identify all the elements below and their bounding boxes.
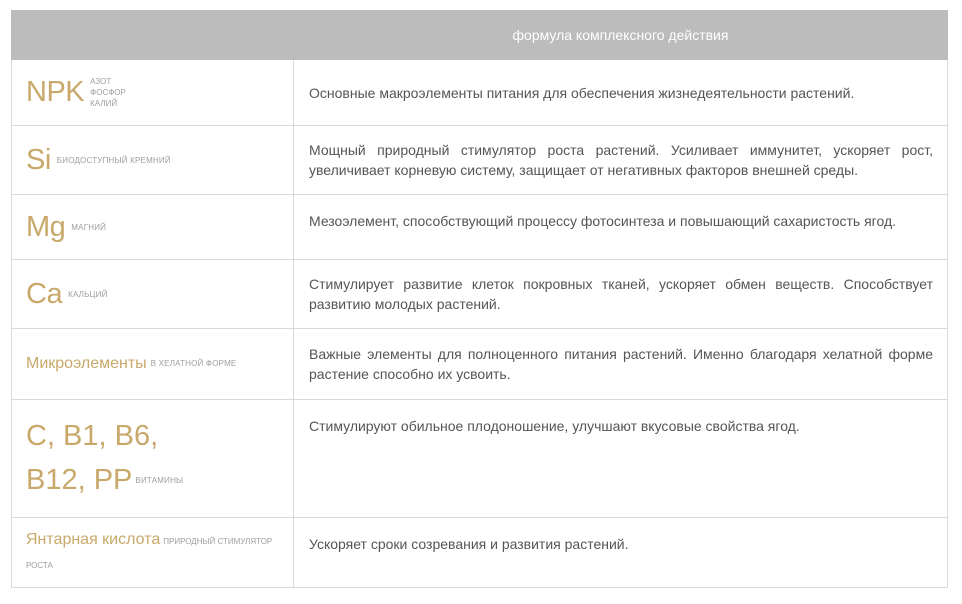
- element-description: Основные макроэлементы питания для обеспечения жизнедеятельности растений.: [294, 60, 948, 126]
- element-subtitle: ПРИРОДНЫЙ СТИМУЛЯТОР РОСТА: [26, 536, 273, 570]
- formula-table-wrapper: [11, 10, 948, 588]
- element-subtitle: АЗОТ: [90, 77, 112, 86]
- element-subtitle: БИОДОСТУПНЫЙ КРЕМНИЙ: [56, 155, 171, 165]
- element-symbol: NPK: [26, 76, 85, 108]
- element-name-wrap: [26, 529, 273, 577]
- element-symbol: B12, PP: [26, 463, 133, 496]
- header-empty-cell: [12, 11, 294, 60]
- element-description: Стимулируют обильное плодоношение, улучшают вкусовые свойства ягод.: [294, 400, 948, 518]
- element-name-cell: [12, 518, 294, 588]
- table-row-si: [12, 126, 948, 195]
- element-name-cell: [12, 126, 294, 195]
- element-description: Мезоэлемент, способствующий процессу фотосинтеза и повышающий сахаристость ягод.: [294, 195, 948, 260]
- table-header-title: формула комплексного действия: [294, 11, 948, 60]
- element-symbol: Si: [26, 143, 51, 176]
- element-name-cell: [12, 195, 294, 260]
- table-row-ca: [12, 260, 948, 329]
- table-row-npk: [12, 60, 948, 126]
- element-description: Ускоряет сроки созревания и развития растений.: [294, 518, 948, 588]
- element-name-cell: [12, 329, 294, 400]
- element-subtitle: ФОСФОР: [90, 88, 126, 97]
- element-description: Стимулирует развитие клеток покровных тканей, ускоряет обмен веществ. Способствует развитию молодых растений.: [294, 260, 948, 329]
- element-subtitle: КАЛЬЦИЙ: [68, 289, 108, 299]
- element-subtitle: МАГНИЙ: [71, 222, 107, 232]
- element-description: Мощный природный стимулятор роста растений. Усиливает иммунитет, ускоряет рост, увеличивает корневую систему, защищает от негативных факторов внешней среды.: [294, 126, 948, 195]
- element-name-cell: [12, 260, 294, 329]
- element-symbol: Mg: [26, 210, 66, 243]
- element-description: Важные элементы для полноценного питания растений. Именно благодаря хелатной форме растение способно их усвоить.: [294, 329, 948, 400]
- element-name-cell: [12, 400, 294, 518]
- element-name-cell: [12, 60, 294, 126]
- element-symbol: Микроэлементы: [26, 355, 147, 372]
- element-subtitle-stack: [90, 76, 126, 109]
- element-symbol: C, B1, B6,: [26, 419, 159, 452]
- element-symbol-line2: [26, 458, 293, 503]
- table-header-row: [12, 11, 948, 60]
- table-row-microelements: [12, 329, 948, 400]
- table-row-mg: [12, 195, 948, 260]
- table-row-succinic-acid: [12, 518, 948, 588]
- element-subtitle: В ХЕЛАТНОЙ ФОРМЕ: [150, 359, 237, 369]
- element-symbol: Ca: [26, 277, 63, 310]
- table-row-vitamins: [12, 400, 948, 518]
- element-symbol: Янтарная кислота: [26, 530, 161, 548]
- formula-table: [11, 10, 948, 588]
- element-subtitle: ВИТАМИНЫ: [135, 476, 184, 486]
- element-subtitle: КАЛИЙ: [90, 99, 118, 108]
